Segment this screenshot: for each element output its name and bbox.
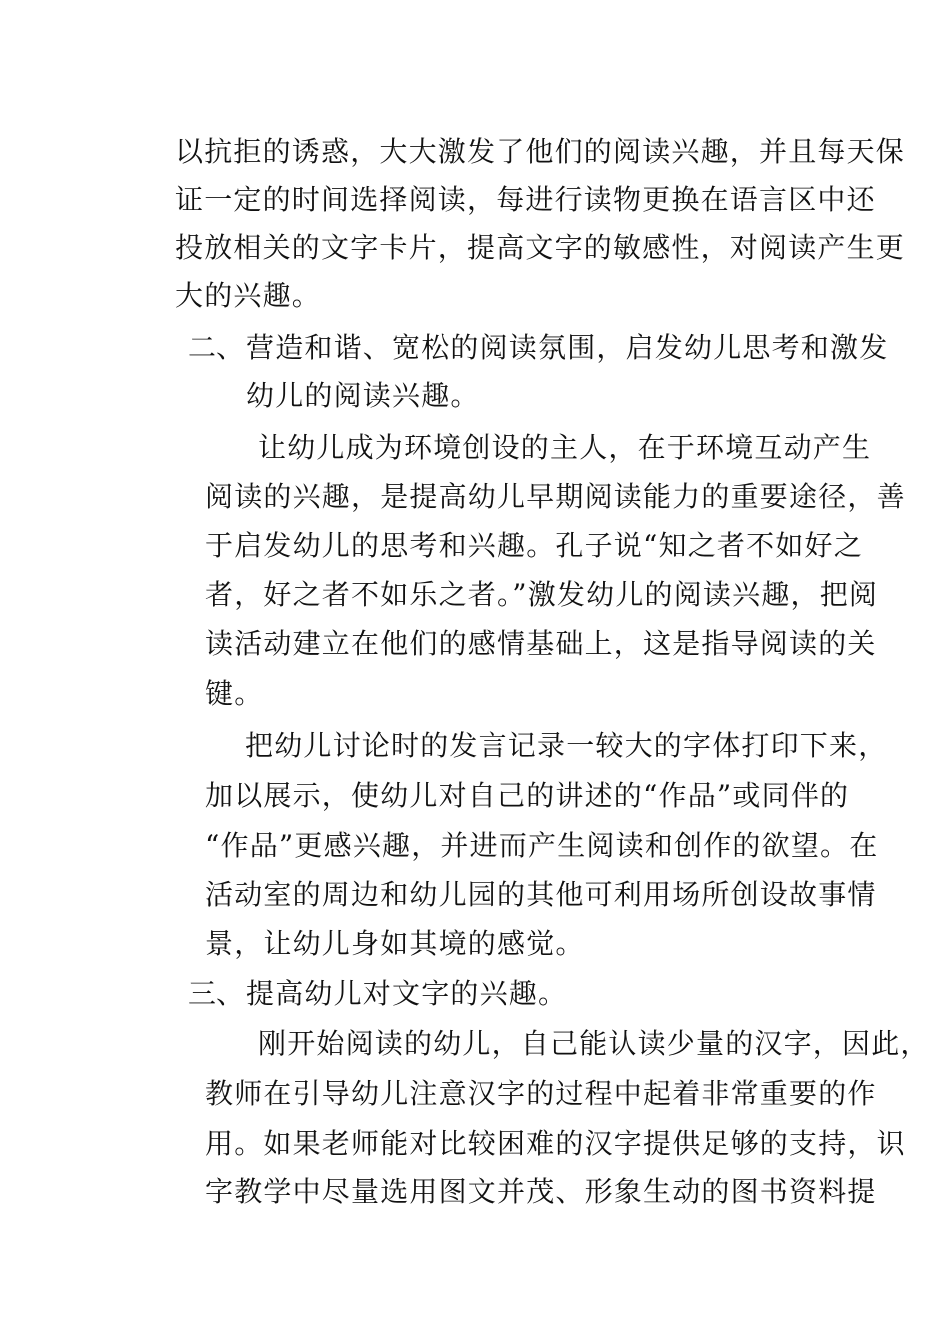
paragraph-4-line-4: 字教学中尽量选用图文并茂、形象生动的图书资料提 [205,1175,877,1208]
section-3-heading-line-1: 提高幼儿对文字的兴趣。 [246,977,568,1010]
paragraph-3-line-3: “作品”更感兴趣，并进而产生阅读和创作的欲望。在 [205,829,879,862]
paragraph-4-line-1: 刚开始阅读的幼儿，自己能认读少量的汉字，因此， [258,1027,930,1060]
paragraph-1-line-1: 以抗拒的诱惑，大大激发了他们的阅读兴趣，并且每天保 [175,135,906,168]
paragraph-3-line-4: 活动室的周边和幼儿园的其他可利用场所创设故事情 [205,878,877,911]
paragraph-4-line-2: 教师在引导幼儿注意汉字的过程中起着非常重要的作 [205,1077,877,1110]
paragraph-2-line-5: 读活动建立在他们的感情基础上，这是指导阅读的关 [205,627,877,660]
paragraph-2-line-2: 阅读的兴趣，是提高幼儿早期阅读能力的重要途径，善 [205,480,906,513]
section-3-marker: 三、 [188,977,245,1010]
paragraph-2-line-3: 于启发幼儿的思考和兴趣。孔子说“知之者不如好之 [205,529,863,562]
paragraph-1-line-4: 大的兴趣。 [175,279,322,312]
paragraph-1-line-2: 证一定的时间选择阅读，每进行读物更换在语言区中还 [175,183,876,216]
paragraph-3-line-2: 加以展示，使幼儿对自己的讲述的“作品”或同伴的 [205,779,850,812]
paragraph-2-line-6: 键。 [205,677,264,710]
paragraph-2-line-4: 者，好之者不如乐之者。”激发幼儿的阅读兴趣，把阅 [205,578,879,611]
paragraph-1-line-3: 投放相关的文字卡片，提高文字的敏感性，对阅读产生更 [175,231,906,264]
paragraph-3-line-1: 把幼儿讨论时的发言记录一较大的字体打印下来， [245,729,888,762]
paragraph-3-line-5: 景，让幼儿身如其境的感觉。 [205,927,585,960]
section-2-marker: 二、 [188,331,245,364]
section-2-heading-line-2: 幼儿的阅读兴趣。 [246,379,480,412]
paragraph-2-line-1: 让幼儿成为环境创设的主人，在于环境互动产生 [258,431,872,464]
section-2-heading-line-1: 营造和谐、宽松的阅读氛围，启发幼儿思考和激发 [246,331,889,364]
paragraph-4-line-3: 用。如果老师能对比较困难的汉字提供足够的支持，识 [205,1127,906,1160]
